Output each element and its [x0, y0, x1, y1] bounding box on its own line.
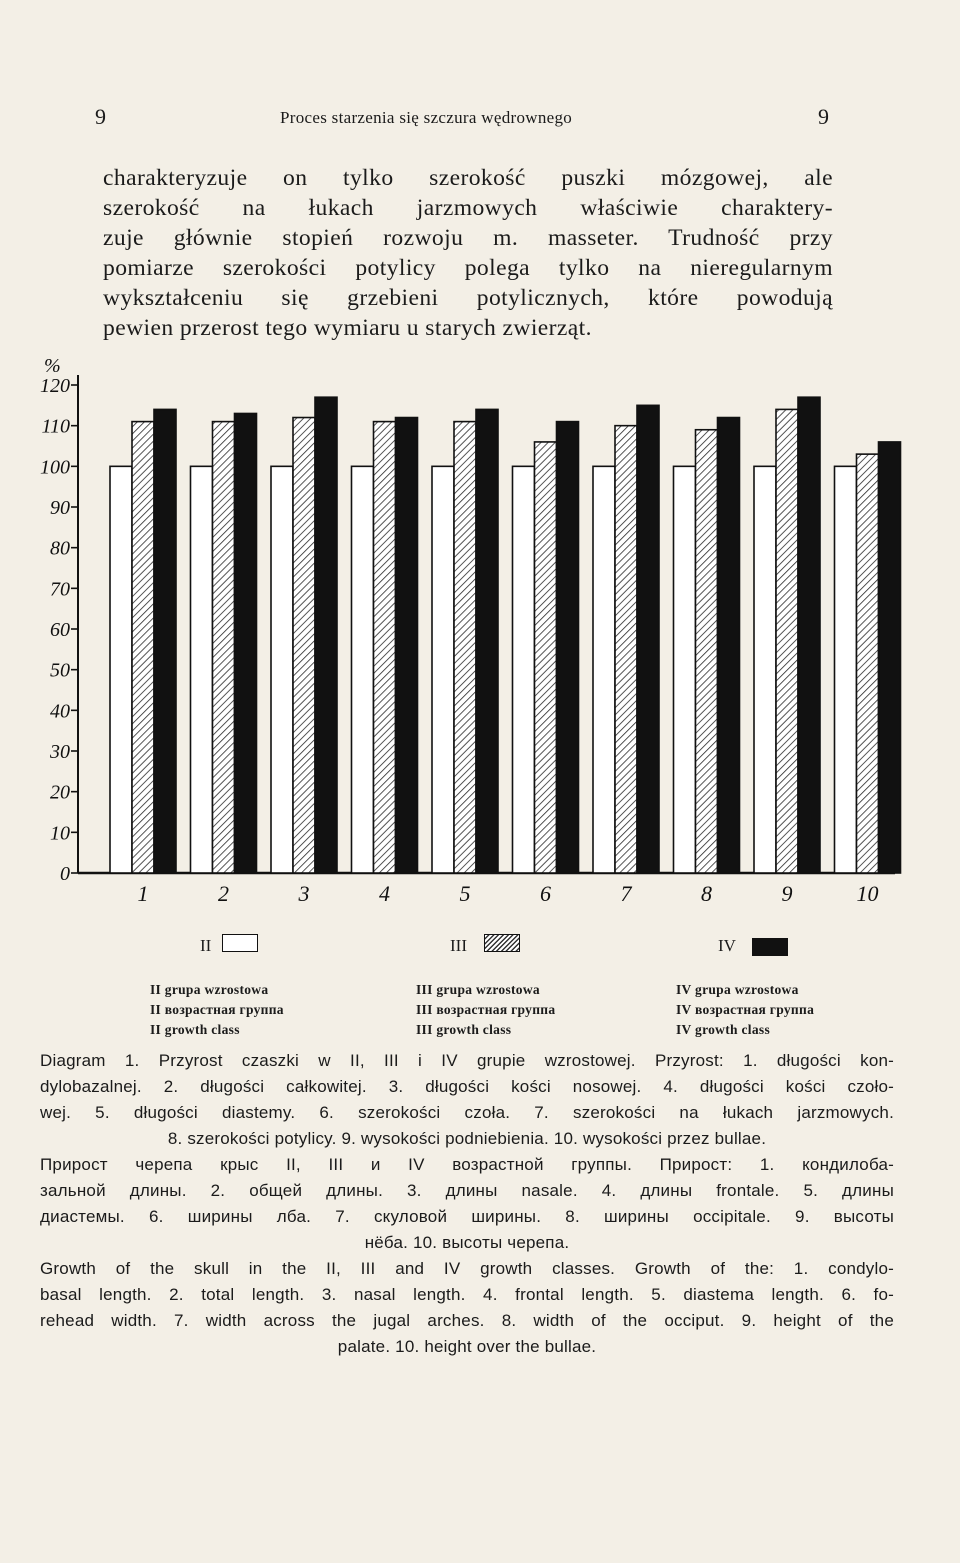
bar-iii-9	[776, 409, 798, 873]
bar-ii-10	[835, 466, 857, 873]
bar-ii-4	[352, 466, 374, 873]
y-tick-label: 80	[50, 537, 70, 560]
bar-iii-10	[857, 454, 879, 873]
y-tick-label: 60	[50, 619, 70, 641]
bar-iv-10	[879, 442, 901, 873]
caption-line: зальной длины. 2. общей длины. 3. длины nasale. 4. длины frontale. 5. длины	[40, 1181, 894, 1200]
bar-iv-9	[798, 397, 820, 873]
legend-key-label: II	[200, 936, 212, 955]
legend-line-polish: III grupa wzrostowa	[416, 982, 540, 997]
bar-iii-5	[454, 422, 476, 873]
bar-iv-3	[315, 397, 337, 873]
bar-iv-2	[235, 413, 257, 873]
y-tick-label: 40	[50, 700, 70, 723]
bar-ii-6	[513, 466, 535, 873]
caption-line: palate. 10. height over the bullae.	[337, 1337, 597, 1356]
caption-line: dylobazalnej. 2. długości całkowitej. 3. długości kości nosowej. 4. długości kości czoło-	[40, 1077, 894, 1096]
y-tick-label: 100	[40, 456, 70, 479]
x-tick-label: 9	[781, 881, 793, 906]
legend-key-label: IV	[718, 936, 736, 955]
bar-iii-3	[293, 418, 315, 873]
bar-ii-9	[754, 466, 776, 873]
running-title: Proces starzenia się szczura wędrownego	[280, 108, 573, 127]
caption-russian	[40, 1152, 894, 1256]
legend-line-russian: IV возрастная группа	[676, 1002, 815, 1017]
body-line: pomiarze szerokości potylicy polega tylko na nieregularnym	[103, 255, 833, 281]
y-tick-label: 30	[50, 741, 70, 763]
legend-line-polish: IV grupa wzrostowa	[676, 982, 799, 997]
y-tick-label: 120	[40, 375, 70, 397]
caption-line: Diagram 1. Przyrost czaszki w II, III i IV grupie wzrostowej. Przyrost: 1. długości kon-	[40, 1051, 894, 1070]
caption-line: Прирост черепа крыс II, III и IV возрастной группы. Прирост: 1. кондилоба-	[40, 1155, 894, 1174]
caption-line: wej. 5. długości diastemy. 6. szerokości czoła. 7. szerokości na łukach jarzmowych.	[40, 1103, 894, 1122]
bar-iii-8	[696, 430, 718, 873]
body-line: charakteryzuje on tylko szerokość puszki mózgowej, ale	[103, 165, 833, 191]
y-axis-label: %	[44, 355, 61, 377]
bar-ii-1	[110, 466, 132, 873]
bar-iii-7	[615, 426, 637, 873]
bar-iii-2	[213, 422, 235, 873]
caption-line: Growth of the skull in the II, III and IV growth classes. Growth of the: 1. condylo-	[40, 1259, 894, 1278]
x-tick-label: 10	[856, 881, 879, 906]
x-tick-label: 5	[459, 881, 471, 906]
legend-item-iv	[718, 936, 736, 956]
x-tick-label: 3	[298, 881, 310, 906]
bar-ii-7	[593, 466, 615, 873]
x-tick-label: 1	[137, 881, 149, 906]
legend-swatch-empty	[222, 934, 258, 952]
bar-iv-6	[557, 422, 579, 873]
legend-line-english: IV growth class	[676, 1022, 771, 1037]
caption-line: basal length. 2. total length. 3. nasal length. 4. frontal length. 5. diastema length. 6. fo-	[40, 1285, 894, 1304]
body-line: szerokość na łukach jarzmowych właściwie charaktery-	[103, 195, 833, 221]
y-tick-label: 70	[50, 578, 70, 601]
y-tick-label: 110	[41, 415, 70, 438]
y-tick-label: 90	[50, 497, 70, 519]
x-tick-label: 4	[379, 881, 390, 906]
y-tick-label: 10	[50, 822, 70, 845]
bar-iv-7	[637, 405, 659, 873]
legend-description-iii	[416, 980, 555, 1040]
legend-line-russian: III возрастная группа	[416, 1002, 556, 1017]
bar-ii-8	[674, 466, 696, 873]
page-number-right: 9	[818, 104, 829, 129]
legend-swatch-solid	[752, 938, 788, 956]
x-tick-label: 8	[701, 881, 712, 906]
legend-line-polish: II grupa wzrostowa	[150, 982, 269, 997]
legend-item-iii	[450, 936, 467, 956]
bar-iv-4	[396, 418, 418, 873]
bar-iii-6	[535, 442, 557, 873]
legend-description-iv	[676, 980, 814, 1040]
bar-iii-1	[132, 422, 154, 873]
bar-iv-5	[476, 409, 498, 873]
legend-line-russian: II возрастная группа	[150, 1002, 284, 1017]
bar-ii-3	[271, 466, 293, 873]
body-line: zuje głównie stopień rozwoju m. masseter. Trudność przy	[103, 225, 833, 251]
y-tick-label: 20	[50, 781, 70, 804]
caption-line: 8. szerokości potylicy. 9. wysokości podniebienia. 10. wysokości przez bullae.	[167, 1129, 767, 1148]
legend-description-ii	[150, 980, 284, 1040]
legend-line-english: II growth class	[150, 1022, 240, 1037]
y-tick-label: 0	[60, 863, 70, 885]
bar-iv-8	[718, 418, 740, 873]
x-tick-label: 2	[218, 881, 229, 906]
bar-ii-2	[191, 466, 213, 873]
legend-item-ii	[200, 936, 211, 956]
legend-key-label: III	[450, 936, 467, 955]
caption-english	[40, 1256, 894, 1360]
body-line: pewien przerost tego wymiaru u starych zwierząt.	[103, 315, 592, 341]
bar-iii-4	[374, 422, 396, 873]
caption-line: rehead width. 7. width across the jugal arches. 8. width of the occiput. 9. height of the	[40, 1311, 894, 1330]
bar-ii-5	[432, 466, 454, 873]
page-number-left: 9	[95, 104, 106, 129]
caption-line: нёба. 10. высоты черепа.	[364, 1233, 570, 1252]
caption-line: диастемы. 6. ширины лба. 7. скуловой ширины. 8. ширины occipitale. 9. высоты	[40, 1207, 894, 1226]
x-tick-label: 6	[540, 881, 551, 906]
caption-polish	[40, 1048, 894, 1152]
bar-iv-1	[154, 409, 176, 873]
legend-line-english: III growth class	[416, 1022, 512, 1037]
y-tick-label: 50	[50, 659, 70, 682]
legend-swatch-hatched	[484, 934, 520, 952]
body-line: wykształceniu się grzebieni potylicznych, które powodują	[103, 285, 833, 311]
x-tick-label: 7	[620, 881, 632, 906]
